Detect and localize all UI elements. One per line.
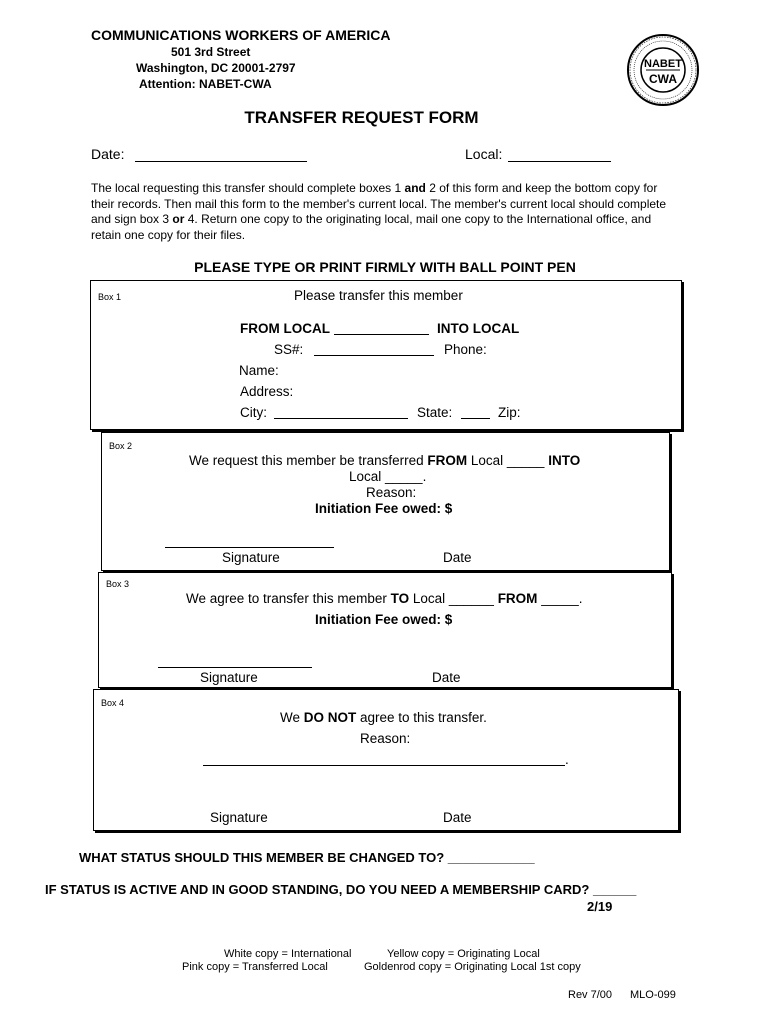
form-title: TRANSFER REQUEST FORM [244,108,479,127]
box-3-agree-line: We agree to transfer this member TO Local ______ FROM _____. [186,591,583,606]
box-2-local-line: Local _____. [349,469,427,484]
box-4-reason-end: . [565,752,569,767]
address-label: Address: [240,384,294,399]
state-field[interactable] [461,418,490,419]
ss-label: SS#: [274,342,304,357]
print-instruction: PLEASE TYPE OR PRINT FIRMLY WITH BALL POINT PEN [194,259,576,275]
box-4-label: Box 4 [101,698,125,708]
box-2-fee-label: Initiation Fee owed: $ [315,501,453,516]
box-4-not-agree-line: We DO NOT agree to this transfer. [280,710,487,725]
form-number: MLO-099 [630,989,676,1001]
box-3-signature-field[interactable] [158,667,312,668]
yellow-copy-note: Yellow copy = Originating Local [387,948,540,960]
box-3-label: Box 3 [106,579,130,589]
box-2-label: Box 2 [109,441,133,451]
box-2-request-line: We request this member be transferred FROM Local _____ INTO [189,453,581,468]
zip-label: Zip: [498,405,521,420]
box-3-fee-label: Initiation Fee owed: $ [315,612,453,627]
into-local-label: INTO LOCAL [437,321,520,336]
org-name: COMMUNICATIONS WORKERS OF AMERICA [91,27,391,43]
box-3 [98,572,672,688]
city-state-zip: Washington, DC 20001-2797 [136,61,296,75]
state-label: State: [417,405,453,420]
date-label: Date: [91,146,125,162]
box-2-signature-field[interactable] [165,547,334,548]
box-4-date-label: Date [443,810,472,825]
from-local-field[interactable] [334,334,429,335]
attention-line: Attention: NABET-CWA [139,77,272,91]
svg-text:CWA: CWA [649,72,677,86]
status-question: WHAT STATUS SHOULD THIS MEMBER BE CHANGED TO? ____________ [79,850,535,865]
phone-label: Phone: [444,342,487,357]
city-field[interactable] [274,418,408,419]
box-4-reason-field[interactable] [203,765,565,766]
box-2-date-label: Date [443,550,472,565]
local-label: Local: [465,146,503,162]
local-field[interactable] [508,161,611,162]
membership-card-question: IF STATUS IS ACTIVE AND IN GOOD STANDING, DO YOU NEED A MEMBERSHIP CARD? ______ [45,882,637,897]
name-label: Name: [239,363,279,378]
svg-text:NABET: NABET [644,58,682,70]
box-1-heading: Please transfer this member [294,288,463,303]
page-code: 2/19 [587,899,613,914]
box-3-date-label: Date [432,670,461,685]
box-4-reason-label: Reason: [360,731,411,746]
date-field[interactable] [135,161,307,162]
white-copy-note: White copy = International [224,948,352,960]
goldenrod-copy-note: Goldenrod copy = Originating Local 1st copy [364,961,581,973]
from-local-label: FROM LOCAL [240,321,330,336]
city-label: City: [240,405,267,420]
box-2-reason-label: Reason: [366,485,417,500]
ss-field[interactable] [314,355,434,356]
union-seal-logo [626,33,700,107]
street-address: 501 3rd Street [171,45,251,59]
pink-copy-note: Pink copy = Transferred Local [182,961,328,973]
revision-label: Rev 7/00 [568,989,613,1001]
box-2-signature-label: Signature [222,550,280,565]
box-1-label: Box 1 [98,292,122,302]
box-4-signature-label: Signature [210,810,268,825]
instructions-paragraph: The local requesting this transfer should complete boxes 1 and 2 of this form and keep the bottom copy for their records. Then mail this form to the member's current local. The member's current local should complete and sign box 3 or 4. Return one copy to the originating local, mail one copy to the International office, and retain one copy for their files. [91,181,667,242]
box-3-signature-label: Signature [200,670,258,685]
